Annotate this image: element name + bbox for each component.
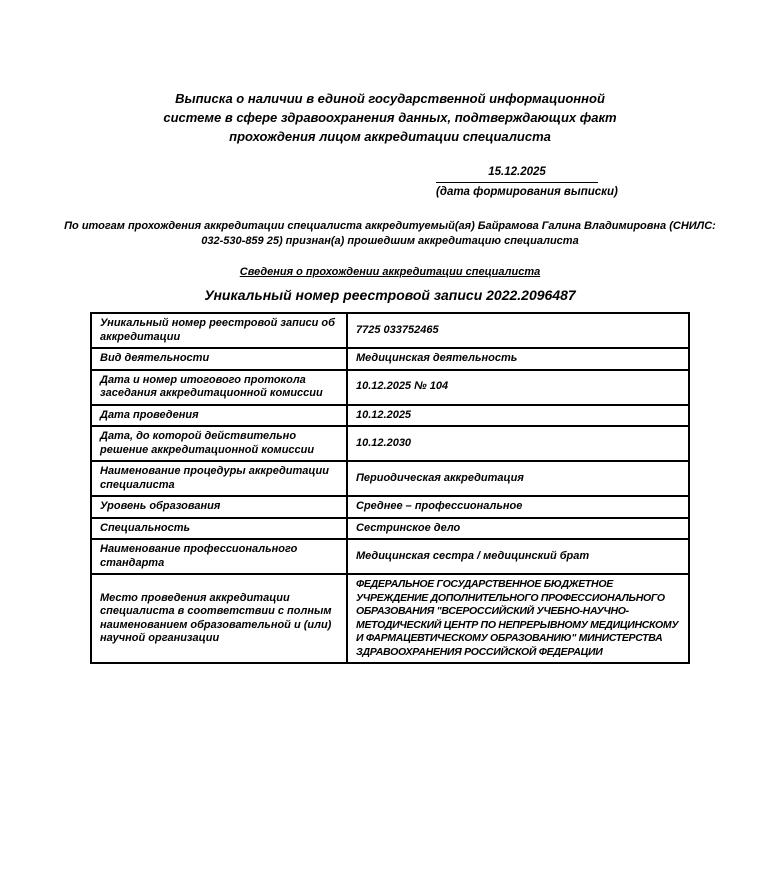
row-label: Наименование процедуры аккредитации специалиста (91, 461, 347, 496)
row-value: 10.12.2025 № 104 (347, 370, 689, 405)
table-row (91, 348, 689, 370)
row-value: Сестринское дело (347, 518, 689, 540)
row-value: Медицинская деятельность (347, 348, 689, 370)
table-row (91, 539, 689, 574)
row-value: Среднее – профессиональное (347, 496, 689, 518)
registry-number-heading: Уникальный номер реестровой записи 2022.2096487 (204, 287, 576, 303)
intro-paragraph (0, 219, 780, 249)
table-row (91, 518, 689, 540)
table-row (91, 461, 689, 496)
title-line: Выписка о наличии в единой государственной информационной (175, 91, 605, 106)
row-label: Вид деятельности (91, 348, 347, 370)
row-label: Уникальный номер реестровой записи об аккредитации (91, 313, 347, 348)
table-row (91, 405, 689, 427)
issue-date: 15.12.2025 (436, 165, 598, 183)
row-value: Периодическая аккредитация (347, 461, 689, 496)
table-row (91, 426, 689, 461)
row-value: 10.12.2030 (347, 426, 689, 461)
row-label: Дата проведения (91, 405, 347, 427)
row-label: Специальность (91, 518, 347, 540)
row-value: 10.12.2025 (347, 405, 689, 427)
issue-date-block (436, 165, 618, 199)
section-heading: Сведения о прохождении аккредитации специалиста (239, 266, 541, 278)
issue-date-caption: (дата формирования выписки) (436, 186, 618, 198)
row-label: Место проведения аккредитации специалиста в соответствии с полным наименованием образовательной и (или) научной организации (91, 574, 347, 663)
row-label: Наименование профессионального стандарта (91, 539, 347, 574)
row-value: Медицинская сестра / медицинский брат (347, 539, 689, 574)
intro-line: 032-530-859 25) признан(а) прошедшим аккредитацию специалиста (201, 235, 579, 247)
accreditation-table (90, 312, 690, 664)
table-row (91, 496, 689, 518)
table-row (91, 574, 689, 663)
row-label: Дата, до которой действительно решение аккредитационной комиссии (91, 426, 347, 461)
row-label: Уровень образования (91, 496, 347, 518)
document-title (0, 89, 780, 146)
row-label: Дата и номер итогового протокола заседания аккредитационной комиссии (91, 370, 347, 405)
table-row (91, 313, 689, 348)
row-value: 7725 033752465 (347, 313, 689, 348)
table-row (91, 370, 689, 405)
row-value: ФЕДЕРАЛЬНОЕ ГОСУДАРСТВЕННОЕ БЮДЖЕТНОЕ УЧРЕЖДЕНИЕ ДОПОЛНИТЕЛЬНОГО ПРОФЕССИОНАЛЬНОГО ОБРАЗОВАНИЯ "ВСЕРОССИЙСКИЙ УЧЕБНО-НАУЧНО-МЕТОДИЧЕСКИЙ ЦЕНТР ПО НЕПРЕРЫВНОМУ МЕДИЦИНСКОМУ И ФАРМАЦЕВТИЧЕСКОМУ ОБРАЗОВАНИЮ" МИНИСТЕРСТВА ЗДРАВООХРАНЕНИЯ РОССИЙСКОЙ ФЕДЕРАЦИИ (347, 574, 689, 663)
title-line: прохождения лицом аккредитации специалиста (229, 129, 551, 144)
intro-line: По итогам прохождения аккредитации специалиста аккредитуемый(ая) Байрамова Галина Владимировна (СНИЛС: (64, 220, 716, 232)
title-line: системе в сфере здравоохранения данных, подтверждающих факт (163, 110, 617, 125)
